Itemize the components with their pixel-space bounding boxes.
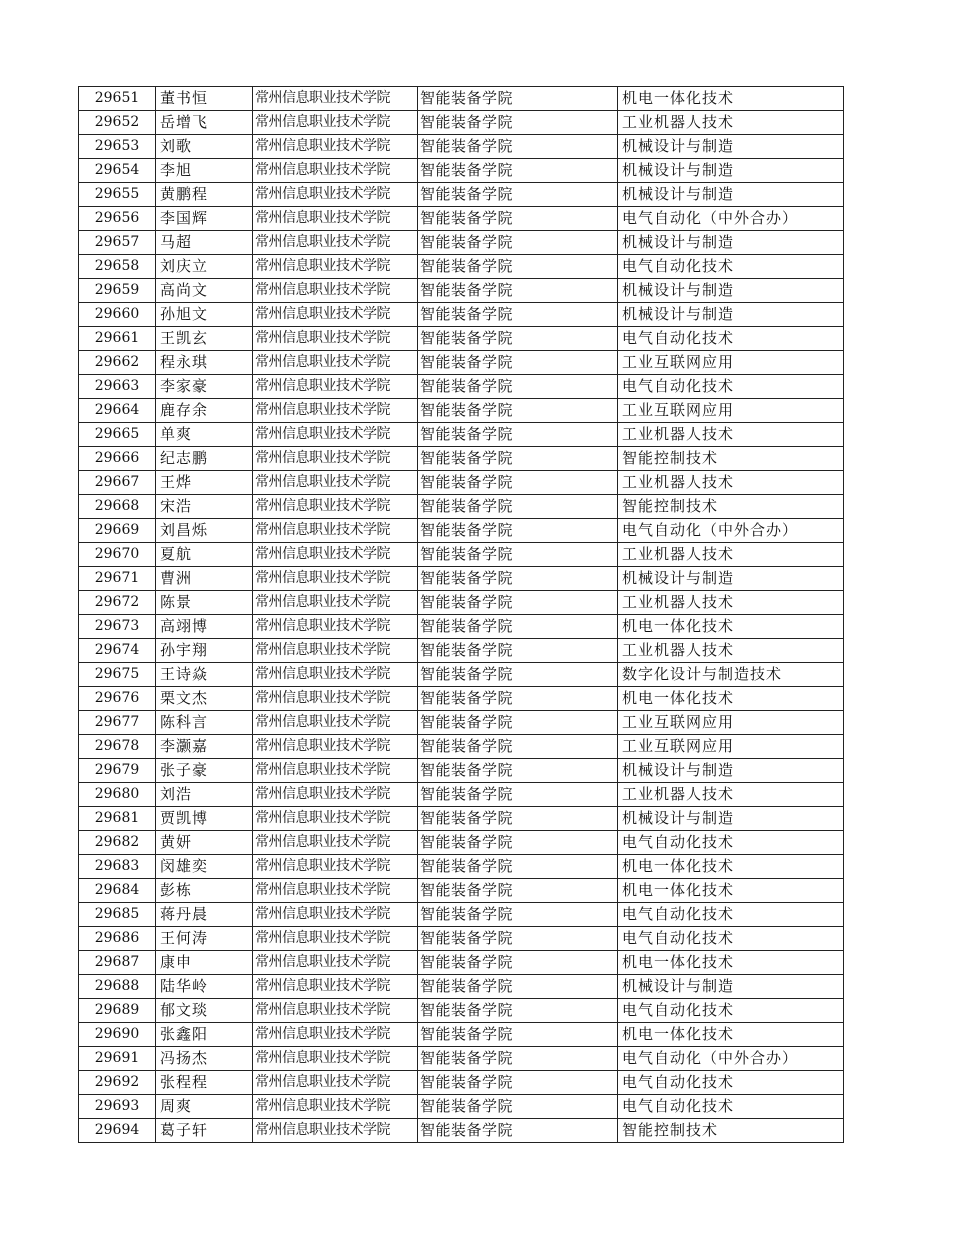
table-row <box>79 591 844 615</box>
cell-college: 智能装备学院 <box>418 423 618 447</box>
table-row <box>79 855 844 879</box>
cell-college: 智能装备学院 <box>418 855 618 879</box>
cell-school: 常州信息职业技术学院 <box>253 783 418 807</box>
cell-name: 李旭 <box>156 159 253 183</box>
cell-id: 29669 <box>79 519 156 543</box>
cell-major: 机电一体化技术 <box>618 615 844 639</box>
cell-college: 智能装备学院 <box>418 1095 618 1119</box>
cell-id: 29688 <box>79 975 156 999</box>
cell-school: 常州信息职业技术学院 <box>253 423 418 447</box>
cell-name: 葛子轩 <box>156 1119 253 1143</box>
table-row <box>79 879 844 903</box>
cell-major: 机械设计与制造 <box>618 807 844 831</box>
cell-college: 智能装备学院 <box>418 111 618 135</box>
table-row <box>79 375 844 399</box>
cell-school: 常州信息职业技术学院 <box>253 231 418 255</box>
cell-name: 单爽 <box>156 423 253 447</box>
table-row <box>79 231 844 255</box>
cell-major: 工业机器人技术 <box>618 639 844 663</box>
cell-name: 李灏嘉 <box>156 735 253 759</box>
cell-school: 常州信息职业技术学院 <box>253 207 418 231</box>
cell-college: 智能装备学院 <box>418 327 618 351</box>
cell-name: 董书恒 <box>156 87 253 111</box>
cell-major: 工业互联网应用 <box>618 711 844 735</box>
cell-college: 智能装备学院 <box>418 159 618 183</box>
cell-id: 29652 <box>79 111 156 135</box>
cell-college: 智能装备学院 <box>418 975 618 999</box>
cell-major: 工业机器人技术 <box>618 783 844 807</box>
table-row <box>79 735 844 759</box>
cell-id: 29677 <box>79 711 156 735</box>
cell-name: 刘昌烁 <box>156 519 253 543</box>
cell-id: 29693 <box>79 1095 156 1119</box>
cell-name: 宋浩 <box>156 495 253 519</box>
cell-school: 常州信息职业技术学院 <box>253 951 418 975</box>
cell-id: 29658 <box>79 255 156 279</box>
cell-major: 工业互联网应用 <box>618 351 844 375</box>
cell-id: 29675 <box>79 663 156 687</box>
table-row <box>79 1023 844 1047</box>
cell-major: 机械设计与制造 <box>618 279 844 303</box>
cell-id: 29694 <box>79 1119 156 1143</box>
cell-college: 智能装备学院 <box>418 927 618 951</box>
table-row <box>79 759 844 783</box>
cell-id: 29651 <box>79 87 156 111</box>
cell-school: 常州信息职业技术学院 <box>253 879 418 903</box>
cell-college: 智能装备学院 <box>418 567 618 591</box>
cell-college: 智能装备学院 <box>418 135 618 159</box>
cell-major: 智能控制技术 <box>618 1119 844 1143</box>
cell-college: 智能装备学院 <box>418 759 618 783</box>
cell-name: 冯扬杰 <box>156 1047 253 1071</box>
cell-id: 29659 <box>79 279 156 303</box>
cell-college: 智能装备学院 <box>418 1119 618 1143</box>
table-row <box>79 1071 844 1095</box>
cell-name: 李家豪 <box>156 375 253 399</box>
table-row <box>79 927 844 951</box>
cell-name: 康申 <box>156 951 253 975</box>
cell-id: 29680 <box>79 783 156 807</box>
cell-name: 马超 <box>156 231 253 255</box>
cell-name: 程永琪 <box>156 351 253 375</box>
cell-id: 29660 <box>79 303 156 327</box>
cell-college: 智能装备学院 <box>418 663 618 687</box>
cell-name: 岳增飞 <box>156 111 253 135</box>
cell-name: 栗文杰 <box>156 687 253 711</box>
table-row <box>79 831 844 855</box>
cell-id: 29689 <box>79 999 156 1023</box>
cell-school: 常州信息职业技术学院 <box>253 615 418 639</box>
cell-school: 常州信息职业技术学院 <box>253 591 418 615</box>
table-row <box>79 111 844 135</box>
cell-school: 常州信息职业技术学院 <box>253 327 418 351</box>
table-row <box>79 279 844 303</box>
cell-college: 智能装备学院 <box>418 711 618 735</box>
cell-school: 常州信息职业技术学院 <box>253 831 418 855</box>
cell-major: 机械设计与制造 <box>618 183 844 207</box>
cell-school: 常州信息职业技术学院 <box>253 975 418 999</box>
cell-major: 电气自动化（中外合办） <box>618 1047 844 1071</box>
cell-major: 机电一体化技术 <box>618 855 844 879</box>
cell-school: 常州信息职业技术学院 <box>253 399 418 423</box>
cell-college: 智能装备学院 <box>418 903 618 927</box>
table-row <box>79 663 844 687</box>
cell-id: 29691 <box>79 1047 156 1071</box>
cell-major: 电气自动化技术 <box>618 831 844 855</box>
cell-id: 29683 <box>79 855 156 879</box>
cell-college: 智能装备学院 <box>418 495 618 519</box>
cell-name: 彭栋 <box>156 879 253 903</box>
cell-school: 常州信息职业技术学院 <box>253 1119 418 1143</box>
cell-major: 工业机器人技术 <box>618 423 844 447</box>
cell-college: 智能装备学院 <box>418 783 618 807</box>
table-row <box>79 135 844 159</box>
cell-college: 智能装备学院 <box>418 687 618 711</box>
cell-id: 29657 <box>79 231 156 255</box>
cell-college: 智能装备学院 <box>418 447 618 471</box>
cell-college: 智能装备学院 <box>418 1023 618 1047</box>
table-row <box>79 519 844 543</box>
cell-major: 机械设计与制造 <box>618 303 844 327</box>
cell-name: 王凯玄 <box>156 327 253 351</box>
cell-name: 陈科言 <box>156 711 253 735</box>
cell-name: 贾凯博 <box>156 807 253 831</box>
cell-major: 工业互联网应用 <box>618 735 844 759</box>
cell-school: 常州信息职业技术学院 <box>253 711 418 735</box>
cell-name: 周爽 <box>156 1095 253 1119</box>
cell-college: 智能装备学院 <box>418 807 618 831</box>
cell-id: 29679 <box>79 759 156 783</box>
table-row <box>79 327 844 351</box>
cell-name: 张鑫阳 <box>156 1023 253 1047</box>
cell-school: 常州信息职业技术学院 <box>253 543 418 567</box>
cell-major: 智能控制技术 <box>618 495 844 519</box>
table-row <box>79 951 844 975</box>
cell-id: 29655 <box>79 183 156 207</box>
cell-college: 智能装备学院 <box>418 879 618 903</box>
cell-id: 29668 <box>79 495 156 519</box>
cell-major: 机械设计与制造 <box>618 159 844 183</box>
cell-major: 机械设计与制造 <box>618 975 844 999</box>
cell-school: 常州信息职业技术学院 <box>253 1023 418 1047</box>
table-row <box>79 975 844 999</box>
cell-id: 29690 <box>79 1023 156 1047</box>
cell-id: 29664 <box>79 399 156 423</box>
cell-school: 常州信息职业技术学院 <box>253 87 418 111</box>
cell-school: 常州信息职业技术学院 <box>253 759 418 783</box>
cell-id: 29666 <box>79 447 156 471</box>
cell-major: 机电一体化技术 <box>618 87 844 111</box>
table-row <box>79 447 844 471</box>
cell-school: 常州信息职业技术学院 <box>253 375 418 399</box>
cell-id: 29654 <box>79 159 156 183</box>
cell-id: 29685 <box>79 903 156 927</box>
cell-major: 电气自动化技术 <box>618 1071 844 1095</box>
cell-college: 智能装备学院 <box>418 303 618 327</box>
table-row <box>79 303 844 327</box>
cell-id: 29676 <box>79 687 156 711</box>
cell-name: 闵雄奕 <box>156 855 253 879</box>
cell-id: 29687 <box>79 951 156 975</box>
table-row <box>79 783 844 807</box>
cell-college: 智能装备学院 <box>418 543 618 567</box>
table-row <box>79 183 844 207</box>
table-row <box>79 87 844 111</box>
cell-name: 高尚文 <box>156 279 253 303</box>
cell-major: 工业机器人技术 <box>618 471 844 495</box>
cell-college: 智能装备学院 <box>418 1047 618 1071</box>
cell-id: 29686 <box>79 927 156 951</box>
table-row <box>79 495 844 519</box>
cell-name: 王烨 <box>156 471 253 495</box>
cell-name: 王诗焱 <box>156 663 253 687</box>
cell-college: 智能装备学院 <box>418 639 618 663</box>
cell-school: 常州信息职业技术学院 <box>253 447 418 471</box>
cell-school: 常州信息职业技术学院 <box>253 927 418 951</box>
cell-college: 智能装备学院 <box>418 519 618 543</box>
cell-college: 智能装备学院 <box>418 471 618 495</box>
cell-school: 常州信息职业技术学院 <box>253 159 418 183</box>
cell-school: 常州信息职业技术学院 <box>253 639 418 663</box>
cell-id: 29682 <box>79 831 156 855</box>
cell-id: 29663 <box>79 375 156 399</box>
cell-name: 陈景 <box>156 591 253 615</box>
cell-name: 刘歌 <box>156 135 253 159</box>
table-row <box>79 615 844 639</box>
table-row <box>79 471 844 495</box>
cell-school: 常州信息职业技术学院 <box>253 183 418 207</box>
cell-school: 常州信息职业技术学院 <box>253 807 418 831</box>
cell-id: 29662 <box>79 351 156 375</box>
cell-id: 29681 <box>79 807 156 831</box>
cell-school: 常州信息职业技术学院 <box>253 495 418 519</box>
cell-name: 郁文琰 <box>156 999 253 1023</box>
cell-id: 29678 <box>79 735 156 759</box>
cell-college: 智能装备学院 <box>418 951 618 975</box>
cell-college: 智能装备学院 <box>418 351 618 375</box>
cell-name: 张子豪 <box>156 759 253 783</box>
cell-id: 29667 <box>79 471 156 495</box>
cell-major: 机电一体化技术 <box>618 951 844 975</box>
cell-college: 智能装备学院 <box>418 831 618 855</box>
cell-college: 智能装备学院 <box>418 399 618 423</box>
cell-college: 智能装备学院 <box>418 255 618 279</box>
cell-major: 机械设计与制造 <box>618 567 844 591</box>
cell-school: 常州信息职业技术学院 <box>253 1095 418 1119</box>
cell-major: 机械设计与制造 <box>618 759 844 783</box>
cell-college: 智能装备学院 <box>418 183 618 207</box>
cell-school: 常州信息职业技术学院 <box>253 471 418 495</box>
cell-school: 常州信息职业技术学院 <box>253 735 418 759</box>
cell-major: 电气自动化技术 <box>618 255 844 279</box>
cell-college: 智能装备学院 <box>418 591 618 615</box>
cell-major: 工业机器人技术 <box>618 591 844 615</box>
cell-major: 机械设计与制造 <box>618 231 844 255</box>
cell-name: 李国辉 <box>156 207 253 231</box>
table-row <box>79 159 844 183</box>
cell-major: 工业互联网应用 <box>618 399 844 423</box>
table-row <box>79 1047 844 1071</box>
cell-name: 王何涛 <box>156 927 253 951</box>
table-row <box>79 999 844 1023</box>
cell-school: 常州信息职业技术学院 <box>253 135 418 159</box>
cell-id: 29665 <box>79 423 156 447</box>
cell-major: 数字化设计与制造技术 <box>618 663 844 687</box>
cell-school: 常州信息职业技术学院 <box>253 687 418 711</box>
cell-major: 电气自动化技术 <box>618 1095 844 1119</box>
roster-table-body <box>79 87 844 1143</box>
cell-school: 常州信息职业技术学院 <box>253 111 418 135</box>
cell-college: 智能装备学院 <box>418 735 618 759</box>
cell-name: 鹿存余 <box>156 399 253 423</box>
cell-school: 常州信息职业技术学院 <box>253 519 418 543</box>
cell-id: 29673 <box>79 615 156 639</box>
cell-college: 智能装备学院 <box>418 87 618 111</box>
cell-school: 常州信息职业技术学院 <box>253 279 418 303</box>
cell-college: 智能装备学院 <box>418 1071 618 1095</box>
cell-id: 29672 <box>79 591 156 615</box>
cell-major: 电气自动化技术 <box>618 903 844 927</box>
cell-name: 夏航 <box>156 543 253 567</box>
cell-major: 工业机器人技术 <box>618 543 844 567</box>
cell-id: 29656 <box>79 207 156 231</box>
cell-college: 智能装备学院 <box>418 999 618 1023</box>
cell-major: 机械设计与制造 <box>618 135 844 159</box>
cell-major: 电气自动化技术 <box>618 375 844 399</box>
cell-name: 蒋丹晨 <box>156 903 253 927</box>
cell-name: 孙宇翔 <box>156 639 253 663</box>
cell-name: 高翊博 <box>156 615 253 639</box>
cell-major: 机电一体化技术 <box>618 1023 844 1047</box>
cell-school: 常州信息职业技术学院 <box>253 303 418 327</box>
table-row <box>79 567 844 591</box>
cell-school: 常州信息职业技术学院 <box>253 1071 418 1095</box>
table-row <box>79 711 844 735</box>
cell-school: 常州信息职业技术学院 <box>253 567 418 591</box>
cell-id: 29670 <box>79 543 156 567</box>
cell-name: 刘庆立 <box>156 255 253 279</box>
cell-college: 智能装备学院 <box>418 279 618 303</box>
cell-college: 智能装备学院 <box>418 231 618 255</box>
cell-major: 电气自动化（中外合办） <box>618 519 844 543</box>
cell-name: 刘浩 <box>156 783 253 807</box>
cell-name: 张程程 <box>156 1071 253 1095</box>
cell-college: 智能装备学院 <box>418 207 618 231</box>
cell-major: 智能控制技术 <box>618 447 844 471</box>
cell-major: 机电一体化技术 <box>618 687 844 711</box>
cell-name: 黄妍 <box>156 831 253 855</box>
cell-school: 常州信息职业技术学院 <box>253 1047 418 1071</box>
table-row <box>79 1119 844 1143</box>
table-row <box>79 543 844 567</box>
table-row <box>79 687 844 711</box>
cell-school: 常州信息职业技术学院 <box>253 903 418 927</box>
table-row <box>79 351 844 375</box>
cell-name: 陆华岭 <box>156 975 253 999</box>
cell-college: 智能装备学院 <box>418 375 618 399</box>
table-row <box>79 1095 844 1119</box>
cell-id: 29674 <box>79 639 156 663</box>
cell-school: 常州信息职业技术学院 <box>253 999 418 1023</box>
table-row <box>79 255 844 279</box>
cell-name: 曹洲 <box>156 567 253 591</box>
cell-id: 29671 <box>79 567 156 591</box>
cell-name: 纪志鹏 <box>156 447 253 471</box>
cell-name: 黄鹏程 <box>156 183 253 207</box>
cell-major: 电气自动化技术 <box>618 327 844 351</box>
cell-id: 29661 <box>79 327 156 351</box>
table-row <box>79 639 844 663</box>
cell-major: 机电一体化技术 <box>618 879 844 903</box>
cell-school: 常州信息职业技术学院 <box>253 663 418 687</box>
cell-major: 电气自动化技术 <box>618 927 844 951</box>
cell-college: 智能装备学院 <box>418 615 618 639</box>
cell-major: 电气自动化技术 <box>618 999 844 1023</box>
roster-table <box>78 86 844 1143</box>
cell-school: 常州信息职业技术学院 <box>253 855 418 879</box>
table-row <box>79 807 844 831</box>
cell-id: 29653 <box>79 135 156 159</box>
cell-major: 电气自动化（中外合办） <box>618 207 844 231</box>
table-row <box>79 903 844 927</box>
cell-id: 29692 <box>79 1071 156 1095</box>
cell-school: 常州信息职业技术学院 <box>253 351 418 375</box>
table-row <box>79 207 844 231</box>
table-row <box>79 423 844 447</box>
cell-major: 工业机器人技术 <box>618 111 844 135</box>
cell-school: 常州信息职业技术学院 <box>253 255 418 279</box>
cell-id: 29684 <box>79 879 156 903</box>
cell-name: 孙旭文 <box>156 303 253 327</box>
table-row <box>79 399 844 423</box>
